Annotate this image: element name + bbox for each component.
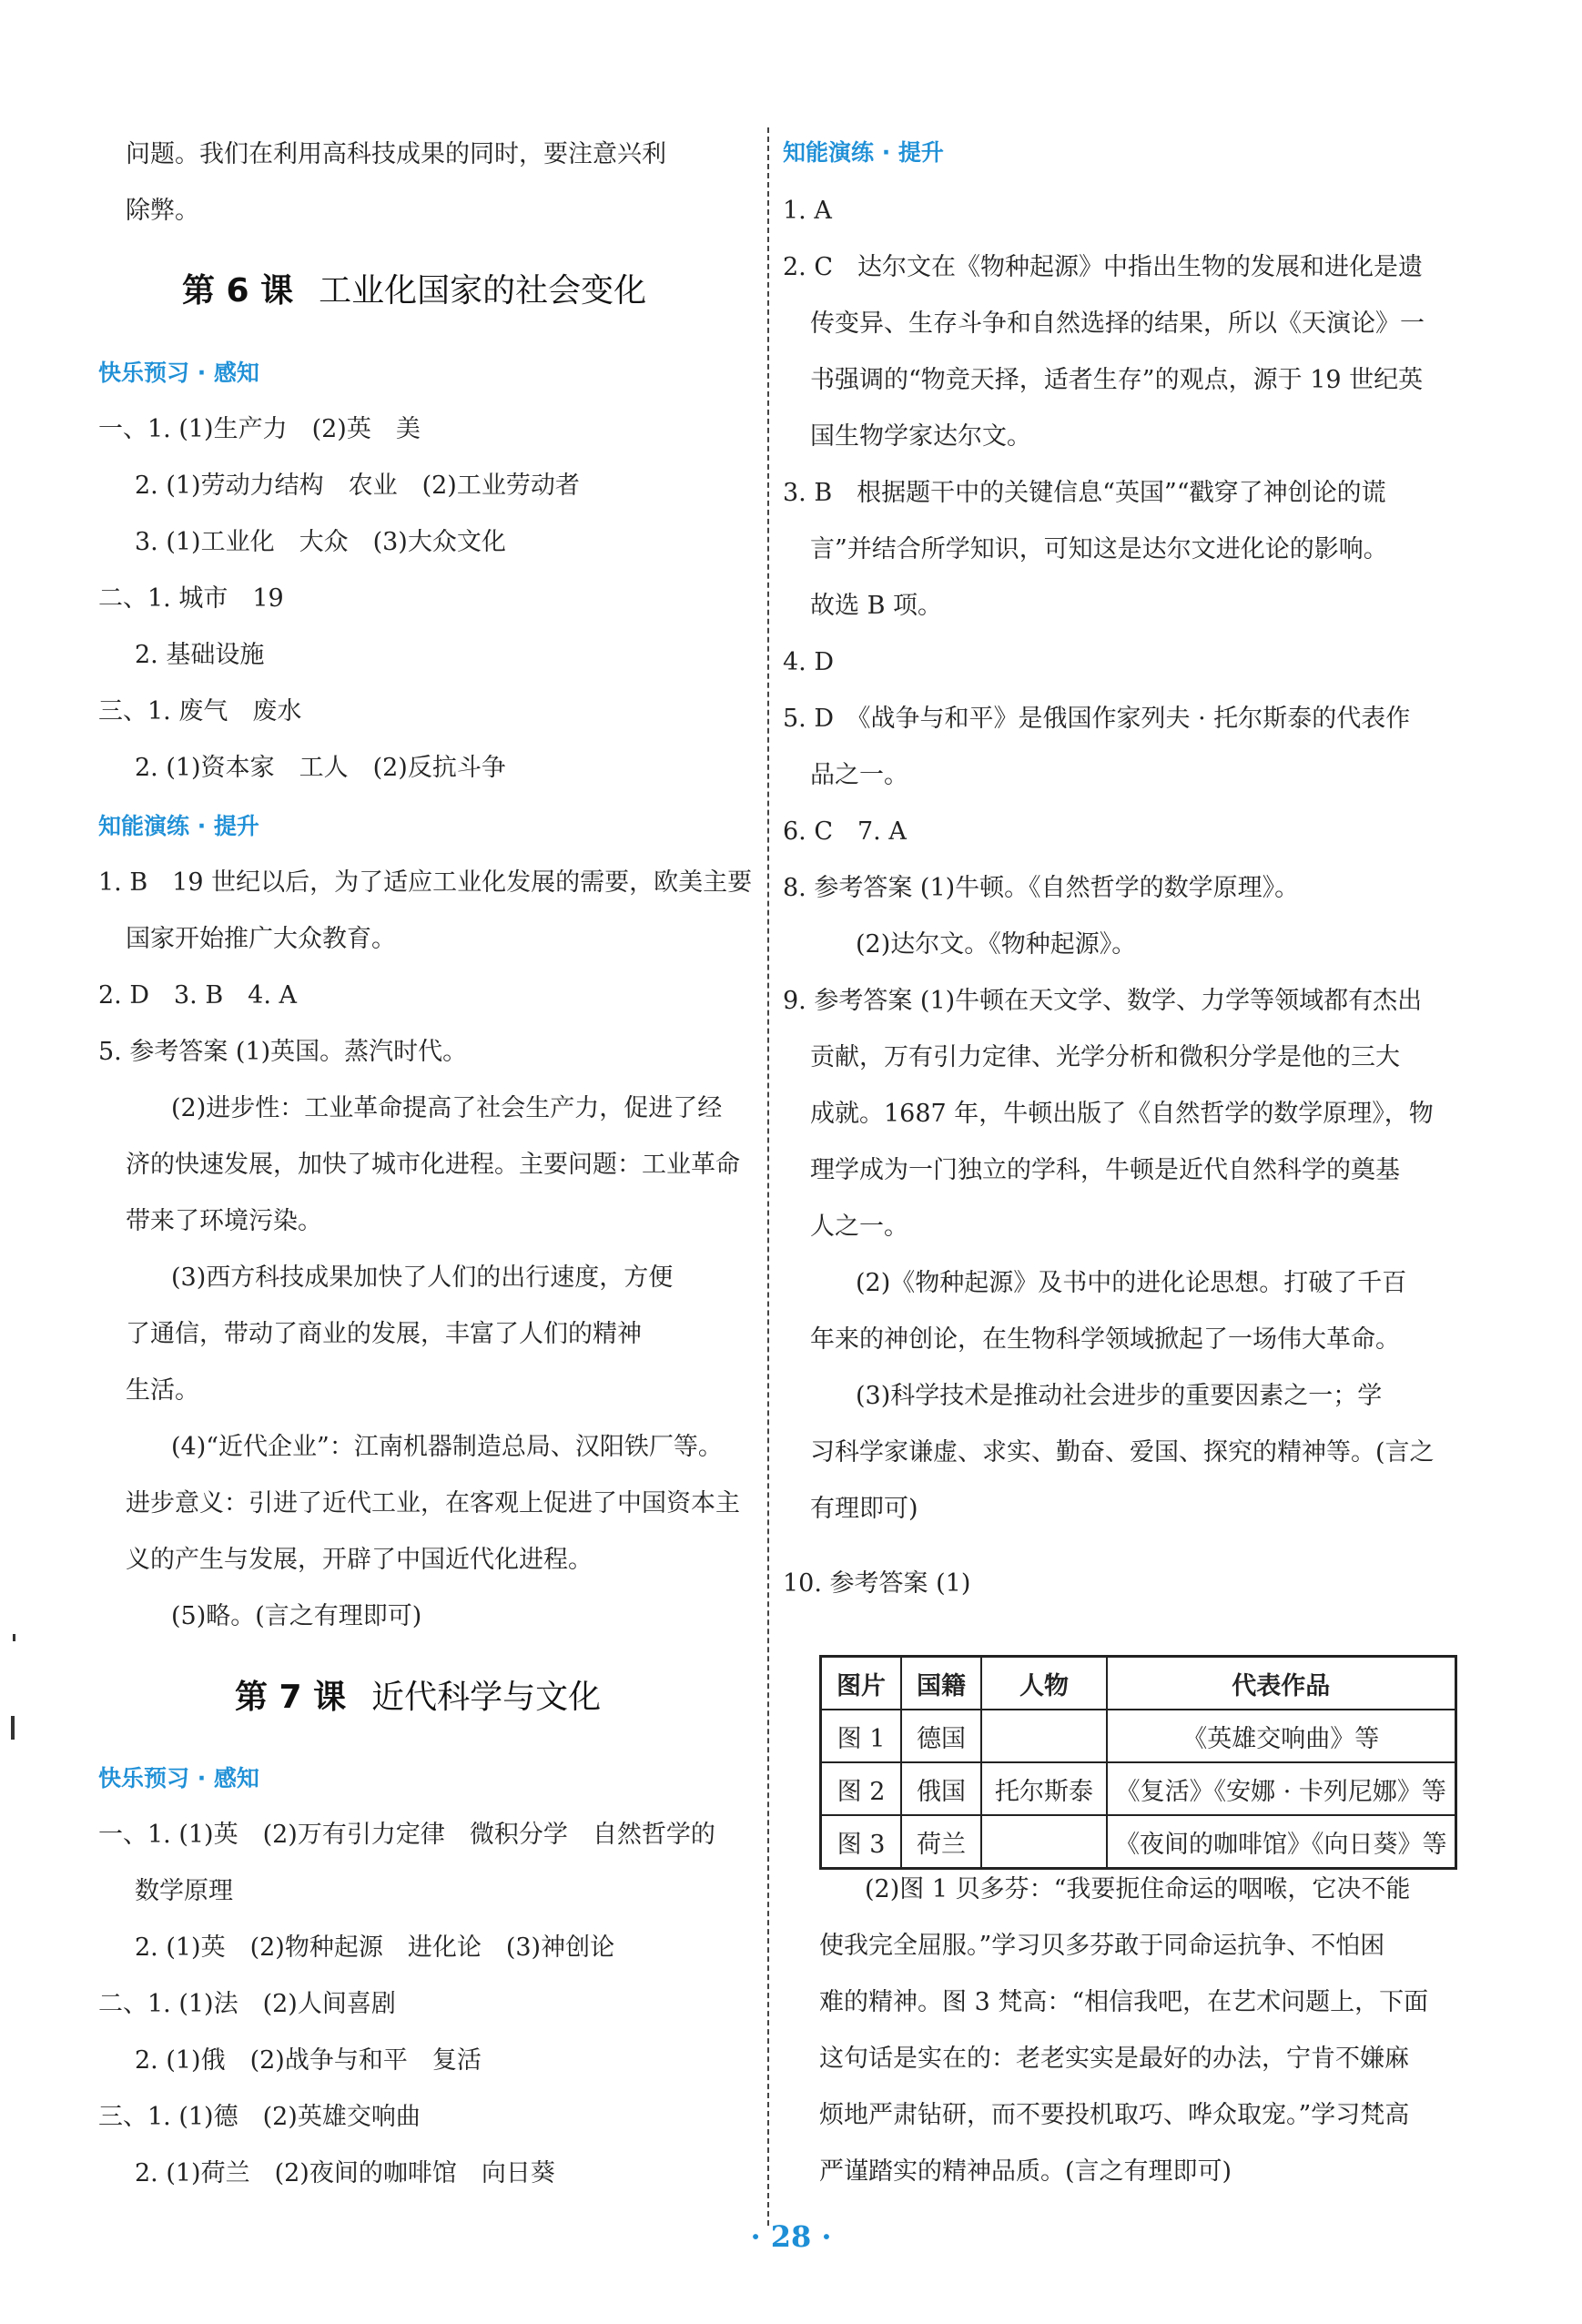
answer-line: 2. (1)俄 (2)战争与和平 复活	[135, 2046, 482, 2075]
answer-line: 5. D 《战争与和平》是俄国作家列夫 · 托尔斯泰的代表作	[783, 705, 1411, 733]
lesson7-name: 近代科学与文化	[371, 1679, 602, 1716]
table-cell: 《夜间的咖啡馆》《向日葵》等	[1107, 1815, 1455, 1869]
answer-line: (3)科学技术是推动社会进步的重要因素之一；学	[856, 1382, 1383, 1410]
answer-line: 2. (1)英 (2)物种起源 进化论 (3)神创论	[135, 1933, 615, 1962]
answer-line: (2)《物种起源》及书中的进化论思想。打破了千百	[856, 1269, 1407, 1297]
answer-line: 二、1. 城市 19	[98, 584, 284, 613]
lesson7-title	[235, 1675, 601, 1720]
table-cell: 托尔斯泰	[981, 1762, 1107, 1815]
answer-line: 二、1. (1)法 (2)人间喜剧	[98, 1990, 396, 2018]
answer-line: 3. (1)工业化 大众 (3)大众文化	[135, 528, 506, 556]
table-cell	[981, 1710, 1107, 1762]
answer-line: 书强调的“物竞天择，适者生存”的观点，源于 19 世纪英	[810, 366, 1424, 394]
answer-line: 习科学家谦虚、求实、勤奋、爱国、探究的精神等。(言之	[810, 1438, 1435, 1466]
answer-line: 有理即可)	[810, 1495, 918, 1523]
table-cell: 《英雄交响曲》等	[1107, 1710, 1455, 1762]
table-cell: 图 3	[821, 1815, 902, 1869]
answer-line: 济的快速发展，加快了城市化进程。主要问题：工业革命	[126, 1151, 740, 1179]
column-divider	[767, 127, 769, 2226]
intro-line-2: 除弊。	[126, 197, 199, 225]
section-practice-6: 知能演练 · 提升	[98, 813, 259, 839]
section-practice-7: 知能演练 · 提升	[783, 139, 944, 166]
table-cell: 德国	[901, 1710, 981, 1762]
answer-line: 2. (1)资本家 工人 (2)反抗斗争	[135, 754, 506, 782]
answer-line: 国家开始推广大众教育。	[126, 925, 396, 953]
table-header-row	[821, 1657, 1456, 1710]
answer-line: 6. C 7. A	[783, 817, 907, 846]
lesson6-number: 第 6 课	[182, 272, 294, 310]
answer-line: 一、1. (1)生产力 (2)英 美	[98, 415, 421, 443]
section-preview-7: 快乐预习 · 感知	[98, 1765, 259, 1791]
answer-line: 难的精神。图 3 梵高：“相信我吧，在艺术问题上，下面	[819, 1988, 1429, 2016]
answer-line: 2. C 达尔文在《物种起源》中指出生物的发展和进化是遗	[783, 253, 1424, 281]
answer-line: 2. (1)劳动力结构 农业 (2)工业劳动者	[135, 472, 580, 500]
answer-line: 2. (1)荷兰 (2)夜间的咖啡馆 向日葵	[135, 2159, 555, 2187]
answer-line: (2)进步性：工业革命提高了社会生产力，促进了经	[171, 1094, 723, 1122]
table-row	[821, 1815, 1456, 1869]
answer-line: 进步意义：引进了近代工业，在客观上促进了中国资本主	[126, 1489, 740, 1517]
page-number: · 28 ·	[750, 2219, 832, 2254]
answer-line: 义的产生与发展，开辟了中国近代化进程。	[126, 1546, 593, 1574]
table-cell: 图 2	[821, 1762, 902, 1815]
answer-line: 品之一。	[810, 761, 908, 789]
answer-line: (2)图 1 贝多芬：“我要扼住命运的咽喉，它决不能	[865, 1875, 1411, 1903]
answer-line: (5)略。(言之有理即可)	[171, 1602, 422, 1630]
lesson7-number: 第 7 课	[235, 1679, 347, 1716]
table-cell	[981, 1815, 1107, 1869]
answer-line: 1. B 19 世纪以后，为了适应工业化发展的需要，欧美主要	[98, 868, 753, 897]
lesson6-title	[182, 269, 646, 314]
answer-line: 言”并结合所学知识，可知这是达尔文进化论的影响。	[810, 535, 1388, 563]
section-preview-6: 快乐预习 · 感知	[98, 360, 259, 386]
answer-line: 使我完全屈服。”学习贝多芬敢于同命运抗争、不怕困	[819, 1932, 1385, 1960]
table-header: 代表作品	[1107, 1657, 1455, 1710]
answer-line: 3. B 根据题干中的关键信息“英国”“戳穿了神创论的谎	[783, 479, 1386, 507]
answer-line: 生活。	[126, 1376, 199, 1405]
answer-line: 传变异、生存斗争和自然选择的结果，所以《天演论》一	[810, 310, 1425, 338]
answer-line: 年来的神创论，在生物科学领域掀起了一场伟大革命。	[810, 1325, 1400, 1354]
answer-line: (4)“近代企业”：江南机器制造总局、汉阳铁厂等。	[171, 1433, 723, 1461]
answer-line: 贡献，万有引力定律、光学分析和微积分学是他的三大	[810, 1043, 1400, 1071]
answer-line: 一、1. (1)英 (2)万有引力定律 微积分学 自然哲学的	[98, 1821, 715, 1849]
answer-line: 9. 参考答案 (1)牛顿在天文学、数学、力学等领域都有杰出	[783, 987, 1423, 1015]
answer-line: 5. 参考答案 (1)英国。蒸汽时代。	[98, 1038, 468, 1066]
table-cell: 图 1	[821, 1710, 902, 1762]
scan-mark	[13, 1634, 15, 1641]
answer-line: 了通信，带动了商业的发展，丰富了人们的精神	[126, 1320, 642, 1348]
table-header: 国籍	[901, 1657, 981, 1710]
table-cell: 荷兰	[901, 1815, 981, 1869]
answer-line: 数学原理	[135, 1877, 233, 1905]
answer-line: 故选 B 项。	[810, 592, 943, 620]
table-header: 图片	[821, 1657, 902, 1710]
lesson6-name: 工业化国家的社会变化	[319, 272, 647, 310]
answer-line: 理学成为一门独立的学科，牛顿是近代自然科学的奠基	[810, 1156, 1400, 1184]
answer-line: 严谨踏实的精神品质。(言之有理即可)	[819, 2157, 1232, 2186]
answer-line: (3)西方科技成果加快了人们的出行速度，方便	[171, 1263, 674, 1292]
answer-line: 三、1. 废气 废水	[98, 697, 302, 726]
table-cell: 俄国	[901, 1762, 981, 1815]
answer-line: 烦地严肃钻研，而不要投机取巧、哗众取宠。”学习梵高	[819, 2101, 1410, 2129]
answer-line: 带来了环境污染。	[126, 1207, 322, 1235]
answer-line: 8. 参考答案 (1)牛顿。《自然哲学的数学原理》。	[783, 874, 1300, 902]
answer-line: 1. A	[783, 197, 832, 225]
table-row	[821, 1762, 1456, 1815]
answer-table	[819, 1655, 1457, 1870]
answer-line: 人之一。	[810, 1213, 908, 1241]
table-header: 人物	[981, 1657, 1107, 1710]
answer-line: 国生物学家达尔文。	[810, 422, 1031, 451]
table-cell: 《复活》《安娜 · 卡列尼娜》等	[1107, 1762, 1455, 1815]
answer-line: 2. D 3. B 4. A	[98, 981, 298, 1010]
answer-line: 三、1. (1)德 (2)英雄交响曲	[98, 2103, 421, 2131]
table-row	[821, 1710, 1456, 1762]
answer-line: 这句话是实在的：老老实实是最好的办法，宁肯不嫌麻	[819, 2045, 1409, 2073]
intro-line-1: 问题。我们在利用高科技成果的同时，要注意兴利	[126, 140, 666, 168]
answer-line: 10. 参考答案 (1)	[783, 1569, 971, 1598]
answer-line: 2. 基础设施	[135, 641, 265, 669]
answer-line: 成就。1687 年，牛顿出版了《自然哲学的数学原理》，物	[810, 1100, 1434, 1128]
answer-line: 4. D	[783, 648, 834, 676]
scan-mark	[11, 1716, 15, 1740]
answer-line: (2)达尔文。《物种起源》。	[856, 930, 1137, 959]
